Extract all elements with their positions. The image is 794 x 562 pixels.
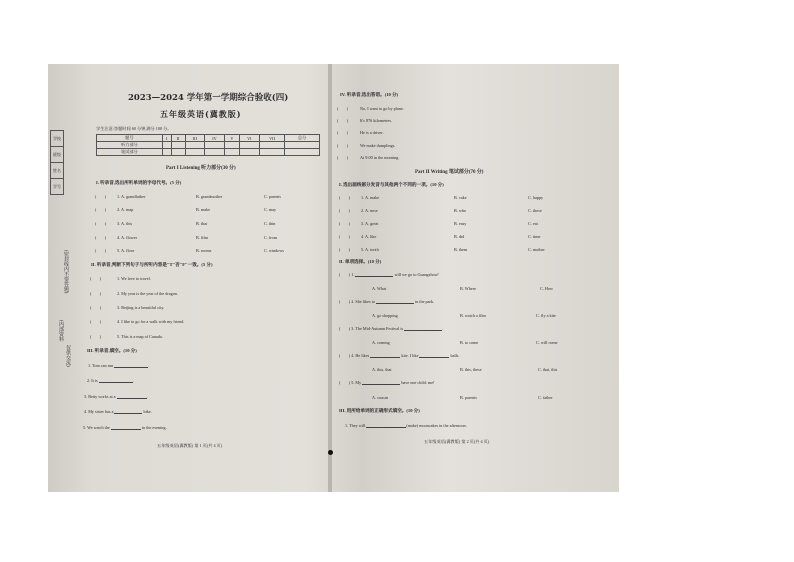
answer-bracket: ( ) — [95, 235, 107, 240]
score-header: II — [171, 135, 185, 142]
fill-item: 2. It is . — [87, 378, 134, 383]
mc-question: ( ) 2. She likes to in the park. — [339, 299, 435, 304]
option-b: B. film — [196, 235, 208, 240]
option-c: C. time — [528, 234, 541, 239]
answer-bracket: ( ) — [337, 118, 349, 123]
answer-bracket: ( ) — [90, 291, 102, 296]
option-a: A. coming — [372, 340, 390, 345]
score-header: I — [162, 135, 171, 142]
option-a: 3. A. great — [361, 221, 379, 226]
option-c: C. windows — [264, 248, 285, 253]
p2-s2-title: II. 单项选择。(10 分) — [339, 259, 382, 264]
answer-bracket: ( ) — [90, 276, 102, 281]
option-a: 2. A. map — [117, 207, 134, 212]
fill-item: 3. Betty works at a . — [84, 394, 148, 399]
option-a: A. What — [372, 286, 387, 291]
page-footer: 五年级英语(冀教版) 第 2 页(共 4 页) — [424, 439, 490, 444]
answer-bracket: ( ) — [339, 195, 351, 200]
option-c: C. mother — [528, 247, 545, 252]
answer-bracket: ( ) — [339, 234, 351, 239]
option-b: B. them — [454, 247, 468, 252]
option-c: C. fly a kite — [536, 313, 556, 318]
internal-note-1: (内部资料 — [58, 320, 63, 342]
fill-item: 1. They will (make) mooncakes in the afternoon. — [345, 423, 467, 428]
answer-bracket: ( ) — [90, 305, 102, 310]
mc-question: ( ) 4. He likes kite. I like balls. — [339, 353, 460, 358]
score-header: III — [185, 135, 204, 142]
mc-question: ( ) 3. The Mid-Autumn Festival is . — [339, 326, 444, 331]
score-header: VII — [259, 135, 284, 142]
p1-s1-title: I. 听录音,选出所听单词的字母代号。(5 分) — [96, 180, 182, 185]
option-a: 3. A. this — [117, 221, 133, 226]
response-option: We make dumplings. — [360, 143, 396, 148]
option-b: B. rooms — [196, 248, 212, 253]
seal-line-note: (密封线内不要答题) — [63, 250, 68, 294]
option-c: C. that, this — [538, 367, 558, 372]
answer-bracket: ( ) — [337, 155, 349, 160]
option-c: C. happy — [528, 195, 544, 200]
option-a: 2. A. nose — [361, 208, 378, 213]
mc-question: ( ) 1. will we go to Guangzhou? — [339, 272, 439, 277]
option-a: 4. A. flower — [117, 235, 138, 240]
option-a: 4. A. like — [361, 234, 377, 239]
option-b: B. parents — [460, 395, 477, 400]
student-notice: 学生注意:答题时间 60 分钟,满分 100 分。 — [96, 126, 172, 131]
exam-subtitle: 五年级英语(冀教版) — [160, 109, 242, 119]
p2-s1-title: I. 选出画线部分发音与其他两个不同的一项。(10 分) — [339, 182, 444, 187]
exam-title: 2023—2024 学年第一学期综合验收(四) — [128, 93, 289, 103]
option-a: A. this, that — [372, 367, 392, 372]
option-a: 1. A. make — [361, 195, 380, 200]
response-option: At 9:00 in the morning. — [360, 155, 400, 160]
p1-s2-title: II. 听录音,判断下列句子与所听内容是"T"否"F"一致。(5 分) — [91, 262, 213, 267]
score-header: IV — [204, 135, 224, 142]
answer-bracket: ( ) — [337, 130, 349, 135]
option-b: B. who — [454, 208, 467, 213]
score-row-label: 笔试部分 — [97, 149, 163, 156]
response-option: No, I want to go by plane. — [360, 106, 404, 111]
answer-bracket: ( ) — [339, 208, 351, 213]
score-header: 总分 — [285, 135, 320, 142]
option-b: B. this, these — [460, 367, 482, 372]
score-header: 题号 — [97, 135, 163, 142]
answer-bracket: ( ) — [90, 334, 102, 339]
answer-bracket: ( ) — [339, 247, 351, 252]
score-row-label: 听力部分 — [97, 142, 163, 149]
option-c: C. father — [538, 395, 553, 400]
student-info-box — [50, 130, 64, 195]
score-table — [96, 134, 320, 156]
info-school: 学校 — [51, 131, 64, 147]
answer-bracket: ( ) — [95, 221, 107, 226]
option-b: B. that — [196, 221, 208, 226]
answer-bracket: ( ) — [95, 248, 107, 253]
option-a: 1. A. grandfather — [117, 194, 146, 199]
option-a: A. cousin — [372, 395, 389, 400]
answer-bracket: ( ) — [337, 106, 349, 111]
option-b: B. watch a film — [460, 313, 486, 318]
option-b: B. to come — [460, 340, 479, 345]
info-name: 姓名 — [51, 163, 64, 179]
part1-title: Part I Listening 听力部分(30 分) — [166, 166, 236, 171]
tf-statement: 5. This is a map of Canada. — [117, 334, 163, 339]
option-c: C. thin — [264, 221, 276, 226]
p2-s3-title: III. 用所给单词的正确形式填空。(10 分) — [339, 408, 420, 413]
option-c: C. from — [264, 235, 278, 240]
score-header: V — [224, 135, 239, 142]
tf-statement: 1. We love to travel. — [117, 276, 151, 281]
option-b: B. did — [454, 234, 465, 239]
response-option: He is a driver. — [360, 130, 384, 135]
option-b: B. make — [196, 207, 210, 212]
part2-title: Part II Writing 笔试部分(70 分) — [415, 170, 484, 175]
answer-bracket: ( ) — [90, 319, 102, 324]
fill-item: 1. Tom can run . — [88, 363, 150, 368]
option-b: B. Where — [460, 286, 476, 291]
option-c: C. parents — [264, 194, 281, 199]
option-c: C. eat — [528, 221, 538, 226]
answer-bracket: ( ) — [339, 221, 351, 226]
option-c: C. may — [264, 207, 277, 212]
mc-question: ( ) 5. My have one child: me! — [339, 380, 435, 385]
info-number: 学号 — [51, 179, 64, 195]
option-a: 5. A. tooth — [361, 247, 379, 252]
answer-bracket: ( ) — [95, 194, 107, 199]
score-header: VI — [239, 135, 259, 142]
page-fold — [328, 64, 332, 492]
option-a: A. go shopping — [372, 313, 398, 318]
fill-item: 4. My sister has a bike. — [84, 409, 152, 414]
tf-statement: 4. I like to go for a walk with my friend. — [117, 319, 185, 324]
option-c: C. will come — [536, 340, 558, 345]
tf-statement: 2. My year is the year of the dragon. — [117, 291, 178, 296]
option-b: B. cake — [454, 195, 467, 200]
answer-bracket: ( ) — [337, 143, 349, 148]
info-class: 班级 — [51, 147, 64, 163]
option-a: 5. A. floor — [117, 248, 135, 253]
internal-note-2: 仅供交流) — [65, 345, 70, 367]
option-b: B. grandmother — [196, 194, 223, 199]
page-footer: 五年级英语(冀教版) 第 1 页(共 4 页) — [157, 443, 223, 448]
tf-statement: 3. Beijing is a beautiful city. — [117, 305, 165, 310]
option-c: C. those — [528, 208, 542, 213]
answer-bracket: ( ) — [95, 207, 107, 212]
response-option: It's 876 kilometres. — [360, 118, 393, 123]
option-b: B. easy — [454, 221, 467, 226]
binding-hole — [328, 450, 333, 455]
p1-s3-title: III. 听录音,填空。(10 分) — [87, 348, 137, 353]
option-c: C. How — [540, 286, 554, 291]
fill-item: 5. We watch the in the evening. — [83, 425, 167, 430]
p1-s4-title: IV. 听录音,选出答语。(10 分) — [340, 92, 399, 97]
